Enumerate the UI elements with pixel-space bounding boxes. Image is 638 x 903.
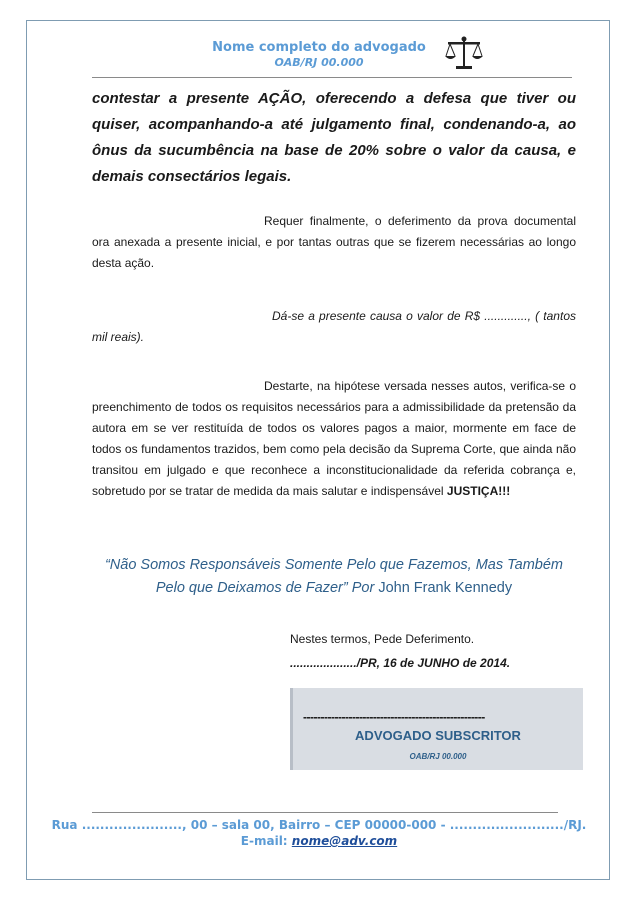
paragraph-case-value-text: Dá-se a presente causa o valor de R$ ............., ( tantos mil reais). (92, 309, 576, 344)
footer-email-link[interactable]: nome@adv.com (291, 834, 398, 848)
header-divider (92, 77, 572, 78)
scales-of-justice-icon (444, 34, 484, 74)
signature-oab: OAB/RJ 00.000 (409, 752, 467, 761)
paragraph-evidence (92, 211, 576, 274)
lawyer-oab: OAB/RJ 00.000 (274, 56, 364, 69)
signature-line: ---------------------------------------------------- (303, 710, 485, 724)
quote-text: “Não Somos Responsáveis Somente Pelo que Fazemos, Mas Também Pelo que Deixamos de Fazer” Por (104, 557, 564, 596)
closing-place-date: ..................../PR, 16 de JUNHO de 2014. (290, 656, 511, 670)
footer-email-label: E-mail: (240, 834, 288, 848)
paragraph-evidence-text: Requer finalmente, o deferimento da prova documental ora anexada a presente inicial, e por tantas outras que se fizerem necessárias ao longo desta ação. (92, 214, 576, 270)
signature-name: ADVOGADO SUBSCRITOR (355, 728, 521, 743)
lawyer-name: Nome completo do advogado (212, 40, 426, 55)
footer-address: Rua ......................, 00 – sala 00, Bairro – CEP 00000-000 - ........................./RJ. (51, 818, 587, 832)
paragraph-justification (92, 376, 576, 502)
paragraph-justification-text: Destarte, na hipótese versada nesses autos, verifica-se o preenchimento de todos os requisitos necessários para a admissibilidade da pretensão da autora em se ver restituída de todos os valores pagos a maior, mormente em face de todos os fundamentos trazidos, bem como pela decisão da Suprema Corte, que ainda não transitou em julgado e que reconhece a inconstitucionalidade da referida cobrança e, sobretudo por se tratar de medida da mais salutar e indispensável (92, 379, 576, 498)
quote-author: John Frank Kennedy (378, 580, 513, 596)
paragraph-conclusion: contestar a presente AÇÃO, oferecendo a defesa que tiver ou quiser, acompanhando-a até julgamento final, condenando-a, ao ônus da sucumbência na base de 20% sobre o valor da causa, e demais consectários legais. (92, 90, 576, 185)
footer-email-line (0, 834, 638, 848)
closing-terms: Nestes termos, Pede Deferimento. (290, 632, 475, 646)
justice-emphasis: JUSTIÇA!!! (446, 484, 511, 498)
kennedy-quote (92, 554, 576, 600)
paragraph-case-value (92, 306, 576, 348)
footer-divider (92, 812, 558, 813)
signature-block (290, 688, 583, 770)
